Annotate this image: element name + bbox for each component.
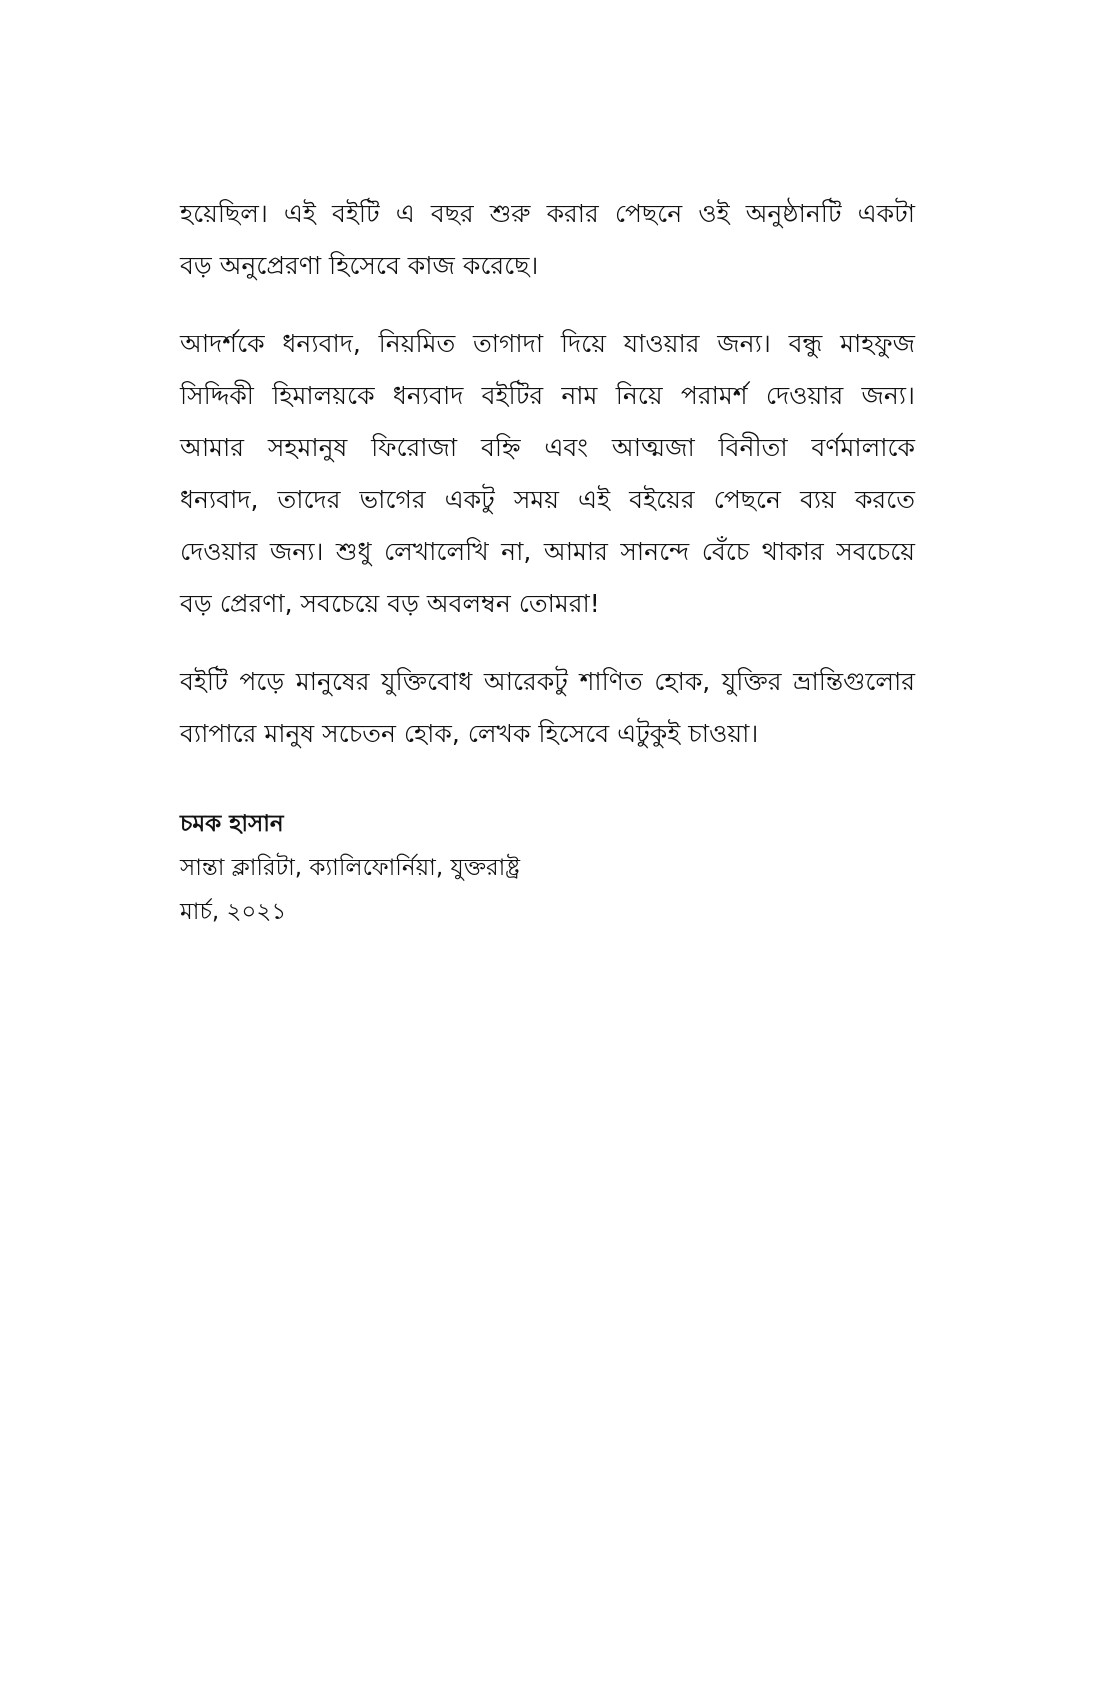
paragraph-line: হয়েছিল। এই বইটি এ বছর শুরু করার পেছনে ওই অনুষ্ঠানটি একটা [180, 199, 915, 228]
signature-date: মার্চ, ২০২১ [180, 899, 287, 925]
paragraph-line: ব্যাপারে মানুষ সচেতন হোক, লেখক হিসেবে এটুকুই চাওয়া। [180, 719, 759, 748]
paragraph-line: আদর্শকে ধন্যবাদ, নিয়মিত তাগাদা দিয়ে যাওয়ার জন্য। বন্ধু মাহফুজ [180, 329, 915, 358]
paragraph-line: ধন্যবাদ, তাদের ভাগের একটু সময় এই বইয়ের পেছনে ব্যয় করতে [180, 485, 915, 514]
paragraph-3 [180, 656, 915, 760]
paragraph-line: বইটি পড়ে মানুষের যুক্তিবোধ আরেকটু শাণিত হোক, যুক্তির ভ্রান্তিগুলোর [180, 667, 915, 696]
paragraph-2 [180, 318, 915, 630]
signature-block [180, 802, 915, 934]
author-name: চমক হাসান [180, 811, 284, 837]
author-location: সান্তা ক্লারিটা, ক্যালিফোর্নিয়া, যুক্তরাষ্ট্র [180, 855, 521, 881]
paragraph-line: আমার সহমানুষ ফিরোজা বহ্নি এবং আত্মজা বিনীতা বর্ণমালাকে [180, 433, 915, 462]
acknowledgement-text [180, 188, 915, 934]
paragraph-line: বড় প্রেরণা, সবচেয়ে বড় অবলম্বন তোমরা! [180, 589, 600, 618]
paragraph-line: বড় অনুপ্রেরণা হিসেবে কাজ করেছে। [180, 251, 539, 280]
paragraph-line: সিদ্দিকী হিমালয়কে ধন্যবাদ বইটির নাম নিয়ে পরামর্শ দেওয়ার জন্য। [180, 381, 915, 410]
paragraph-1 [180, 188, 915, 292]
paragraph-line: দেওয়ার জন্য। শুধু লেখালেখি না, আমার সানন্দে বেঁচে থাকার সবচেয়ে [180, 537, 915, 566]
